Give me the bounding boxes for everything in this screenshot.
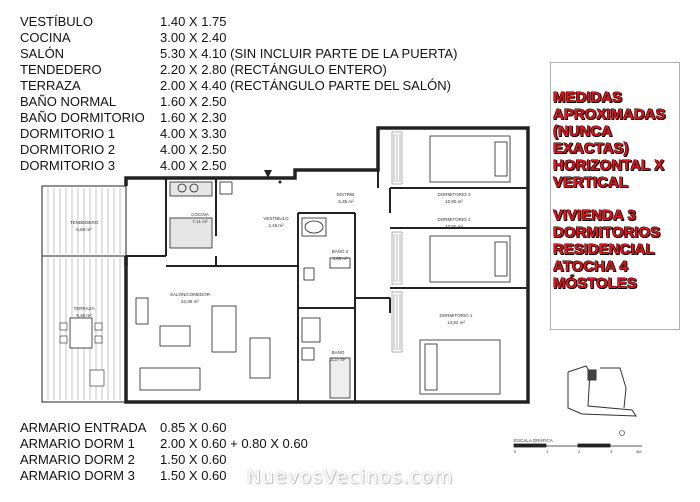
scale-tick: 3	[610, 449, 613, 454]
measurement-row: TERRAZA 2.00 X 4.40 (RECTÁNGULO PARTE DEL SALÓN)	[20, 78, 451, 93]
bano2-area: 3,66 m²	[332, 256, 348, 261]
bano-label: BAÑO	[331, 350, 345, 355]
measurement-row: DORMITORIO 3 4.00 X 2.50	[20, 158, 227, 173]
measurement-row: SALÓN 5.30 X 4.10 (SIN INCLUIR PARTE DE LA PUERTA)	[20, 46, 458, 61]
measurement-row: ARMARIO DORM 1 2.00 X 0.60 + 0.80 X 0.60	[20, 436, 308, 451]
dormitorio3-label: DORMITORIO 3	[437, 192, 471, 197]
dormitorio1-area: 13,92 m²	[447, 320, 465, 325]
scale-tick: 1	[546, 449, 549, 454]
measurement-row: DORMITORIO 1 4.00 X 3.30	[20, 126, 227, 141]
watermark: NuevosVecinos.com	[246, 466, 454, 488]
vestibulo-area: 2,45 m²	[268, 223, 284, 228]
bano-area: 3,37 m²	[330, 357, 346, 362]
measurement-row: TENDEDERO 2.20 X 2.80 (RECTÁNGULO ENTERO)	[20, 62, 387, 77]
measurement-row: BAÑO DORMITORIO 1.60 X 2.30	[20, 110, 227, 125]
measurement-row: ARMARIO DORM 2 1.50 X 0.60	[20, 452, 227, 467]
dormitorio3-area: 10,00 m²	[445, 199, 463, 204]
salon-area: 22,88 m²	[181, 299, 199, 304]
distrib-area: 5,35 m²	[338, 199, 354, 204]
scale-tick: 0	[514, 449, 517, 454]
dormitorio2-area: 10,00 m²	[445, 224, 463, 229]
cocina-label: COCINA	[191, 212, 209, 217]
dormitorio2-label: DORMITORIO 2	[437, 217, 471, 222]
terraza-area: 9,30 m²	[76, 313, 92, 318]
cocina-area: 7,11 m²	[192, 219, 208, 224]
tendedero-area: 6,60 m²	[76, 227, 92, 232]
measurement-row: BAÑO NORMAL 1.60 X 2.50	[20, 94, 227, 109]
measurement-row: COCINA 3.00 X 2.40	[20, 30, 227, 45]
tendedero-label: TENDEDERO	[69, 220, 99, 225]
scale-label: ESCALA GRÁFICA	[514, 438, 553, 443]
measurement-row: ARMARIO ENTRADA 0.85 X 0.60	[20, 420, 227, 435]
scale-bar	[512, 430, 652, 454]
scale-tick: 2	[578, 449, 581, 454]
measurement-row: VESTÍBULO 1.40 X 1.75	[20, 14, 227, 29]
north-icon	[620, 431, 625, 436]
salon-label: SALÓN/COMEDOR	[169, 292, 211, 297]
distrib-label: DISTRIB.	[336, 192, 356, 197]
floor-plan	[40, 118, 530, 410]
bano2-label: BAÑO 2	[331, 249, 349, 254]
measurement-row: ARMARIO DORM 3 1.50 X 0.60	[20, 468, 227, 483]
measurement-row: DORMITORIO 2 4.00 X 2.50	[20, 142, 227, 157]
dormitorio1-label: DORMITORIO 1	[439, 313, 473, 318]
scale-tick: 4M	[636, 449, 642, 454]
approximate-measures-notice: MEDIDAS APROXIMADAS (NUNCA EXACTAS) HORIZONTAL X VERTICAL VIVIENDA 3 DORMITORIOS RESIDENCIAL ATOCHA 4 MÓSTOLES	[550, 62, 680, 330]
vestibulo-label: VESTÍBULO	[263, 216, 289, 221]
terraza-label: TERRAZA	[73, 306, 95, 311]
building-location-keymap	[560, 358, 650, 418]
terraza-hatch	[42, 256, 126, 402]
